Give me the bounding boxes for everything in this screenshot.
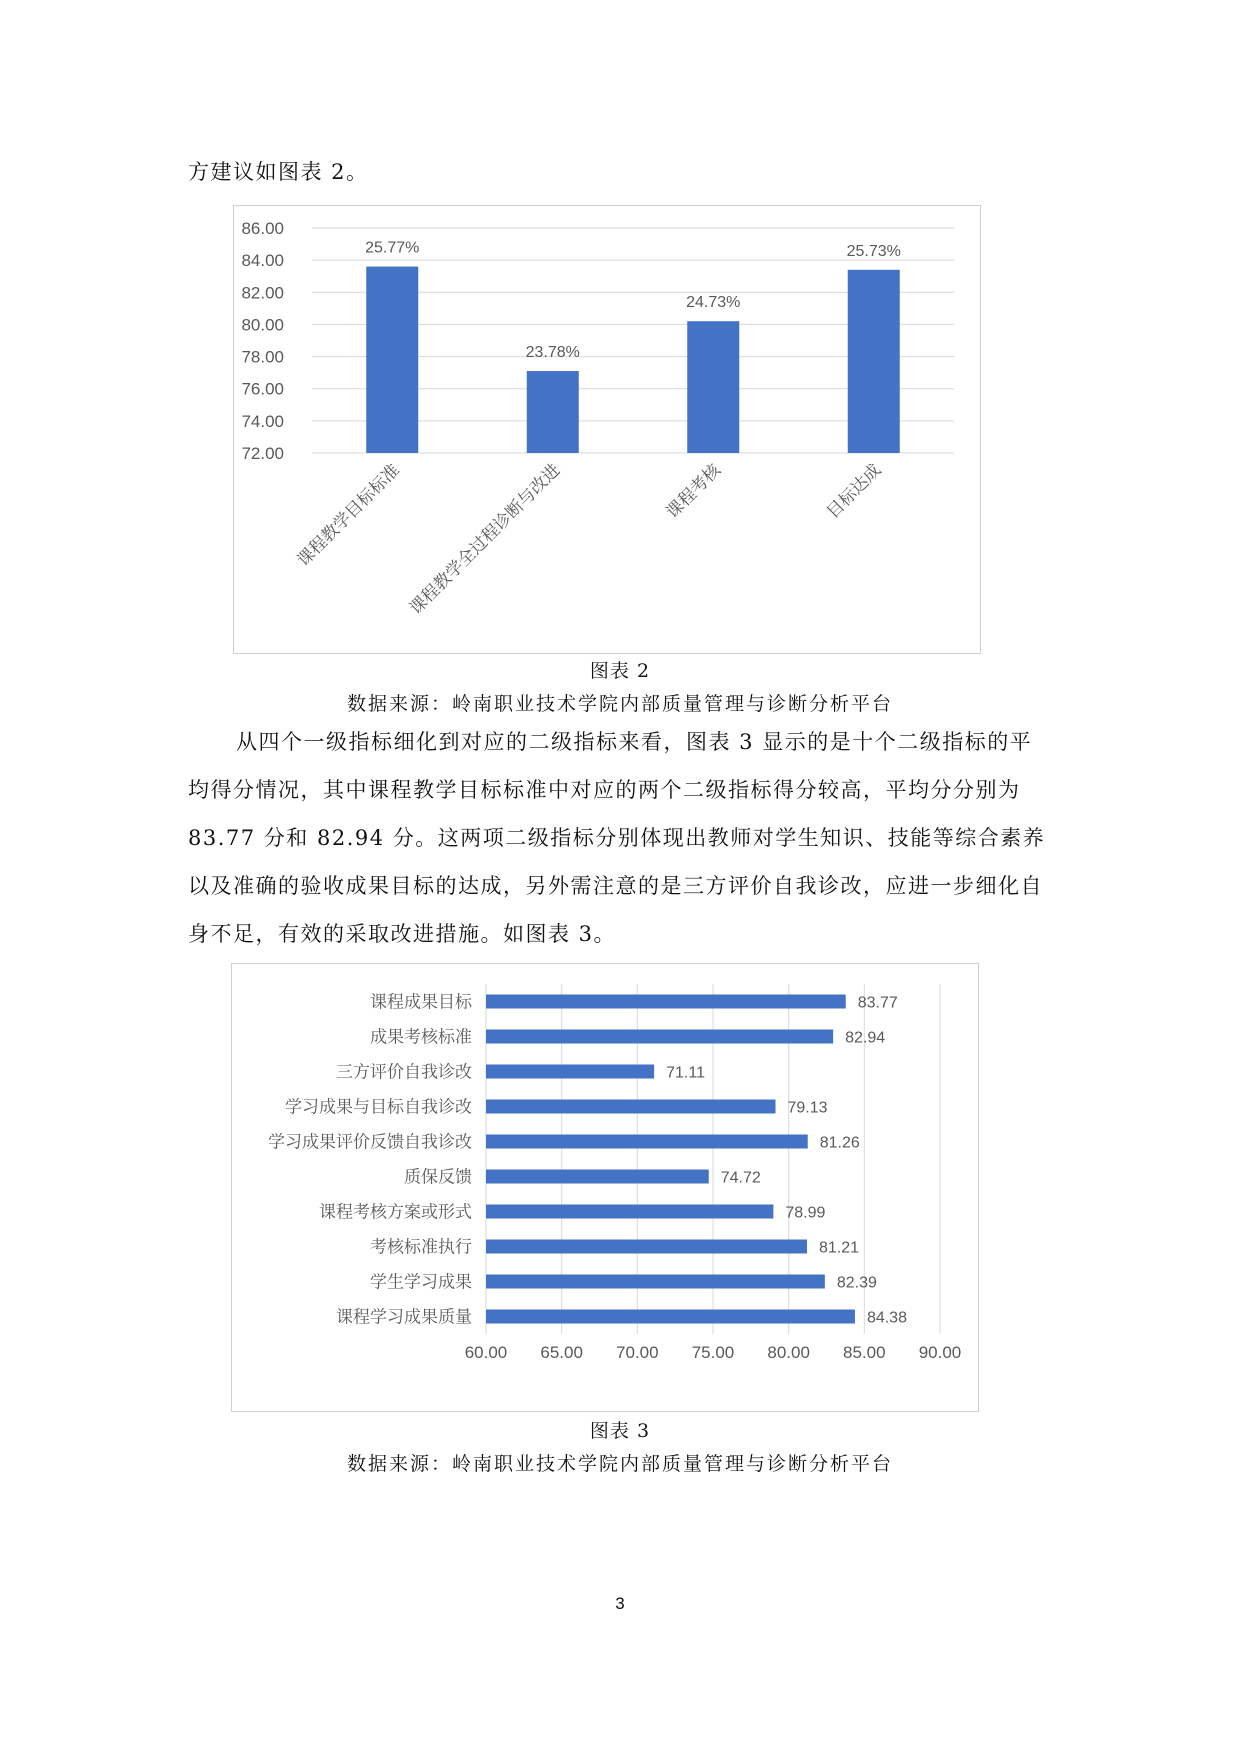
figure-3-source: 数据来源：岭南职业技术学院内部质量管理与诊断分析平台	[346, 1453, 893, 1475]
chart-3-bar	[486, 995, 846, 1009]
chart-3-x-tick: 75.00	[691, 1343, 735, 1362]
chart-3-category-label: 质保反馈	[404, 1167, 472, 1187]
chart-2-bar	[687, 321, 739, 453]
chart-3-data-label: 83.77	[857, 994, 898, 1012]
chart-2-y-tick: 82.00	[241, 283, 284, 303]
chart-3-x-tick: 85.00	[843, 1343, 886, 1362]
chart-3-x-tick: 80.00	[767, 1343, 810, 1362]
chart-2-data-label: 23.78%	[525, 344, 580, 362]
chart-3-bar	[486, 1310, 855, 1324]
chart-3-x-tick: 60.00	[464, 1343, 508, 1362]
chart-3-data-label: 82.39	[836, 1274, 877, 1292]
chart-3-data-label: 84.38	[866, 1309, 907, 1327]
chart-3-data-label: 79.13	[787, 1099, 828, 1117]
chart-3-data-label: 81.26	[819, 1134, 860, 1152]
chart-3-data-label: 81.21	[818, 1239, 860, 1257]
chart-2-y-tick: 86.00	[241, 219, 284, 238]
chart-3-bar	[486, 1170, 709, 1184]
chart-2-y-tick: 84.00	[241, 251, 284, 271]
chart-3-category-label: 考核标准执行	[370, 1237, 472, 1257]
chart-3-svg	[232, 964, 978, 1411]
chart-3-category-label: 学习成果评价反馈自我诊改	[268, 1132, 472, 1152]
page-number: 3	[615, 1594, 625, 1613]
chart-3-category-label: 学习成果与目标自我诊改	[285, 1097, 472, 1117]
chart-3-bar	[486, 1205, 773, 1219]
chart-2-y-tick: 80.00	[241, 315, 284, 335]
chart-3-data-label: 78.99	[785, 1204, 826, 1222]
chart-2-category-label: 课程教学目标标准	[293, 460, 404, 570]
chart-3-category-label: 课程考核方案或形式	[319, 1202, 472, 1222]
chart-3-data-label: 71.11	[666, 1064, 705, 1082]
chart-3-bar	[486, 1065, 654, 1079]
chart-3-category-label: 课程学习成果质量	[336, 1307, 472, 1327]
chart-2-y-tick: 76.00	[241, 379, 284, 399]
body-paragraph: 从四个一级指标细化到对应的二级指标来看，图表 3 显示的是十个二级指标的平均得分情况，其中课程教学目标标准中对应的两个二级指标得分较高，平均分分别为 83.77 分和 82.94 分。这两项二级指标分别体现出教师对学生知识、技能等综合素养以及准确的验收成果目标的达成，另外需注意的是三方评价自我诊改，应进一步细化自身不足，有效的采取改进措施。如图表 3。	[188, 730, 1046, 946]
chart-2-y-tick: 72.00	[241, 444, 284, 463]
figure-2-source: 数据来源：岭南职业技术学院内部质量管理与诊断分析平台	[346, 693, 893, 715]
chart-2-data-label: 25.73%	[846, 242, 901, 260]
chart-3-bar	[486, 1135, 808, 1149]
chart-3-category-label: 学生学习成果	[370, 1272, 472, 1292]
chart-3-bar	[486, 1030, 833, 1044]
chart-3-category-label: 三方评价自我诊改	[336, 1062, 472, 1082]
chart-2-bar	[527, 371, 579, 453]
chart-2-category-label: 课程考核	[662, 460, 725, 522]
chart-2-y-tick: 78.00	[241, 347, 284, 367]
chart-3-data-label: 74.72	[720, 1169, 761, 1187]
chart-2-category-label: 课程教学全过程诊断与改进	[405, 460, 564, 619]
chart-3-x-tick: 90.00	[918, 1343, 962, 1362]
chart-3-category-label: 成果考核标准	[370, 1027, 472, 1047]
chart-3-category-label: 课程成果目标	[370, 992, 472, 1012]
figure-2-caption: 图表 2	[589, 660, 651, 682]
chart-3-x-tick: 70.00	[616, 1343, 659, 1362]
intro-fragment: 方建议如图表 2。	[188, 160, 369, 184]
chart-3-bar	[486, 1275, 825, 1289]
chart-2-y-tick: 74.00	[241, 411, 284, 431]
chart-3-x-tick: 65.00	[540, 1343, 583, 1362]
chart-2-data-label: 24.73%	[686, 294, 741, 312]
chart-3-bar	[486, 1100, 776, 1114]
chart-3	[231, 963, 979, 1412]
chart-2	[233, 205, 981, 654]
chart-2-svg	[234, 206, 980, 653]
chart-2-category-label: 目标达成	[823, 460, 885, 522]
chart-2-bar	[848, 270, 900, 453]
chart-2-bar	[366, 267, 418, 453]
chart-2-data-label: 25.77%	[365, 239, 420, 257]
figure-3-caption: 图表 3	[589, 1420, 651, 1442]
chart-3-bar	[486, 1240, 807, 1254]
chart-3-data-label: 82.94	[845, 1029, 886, 1047]
